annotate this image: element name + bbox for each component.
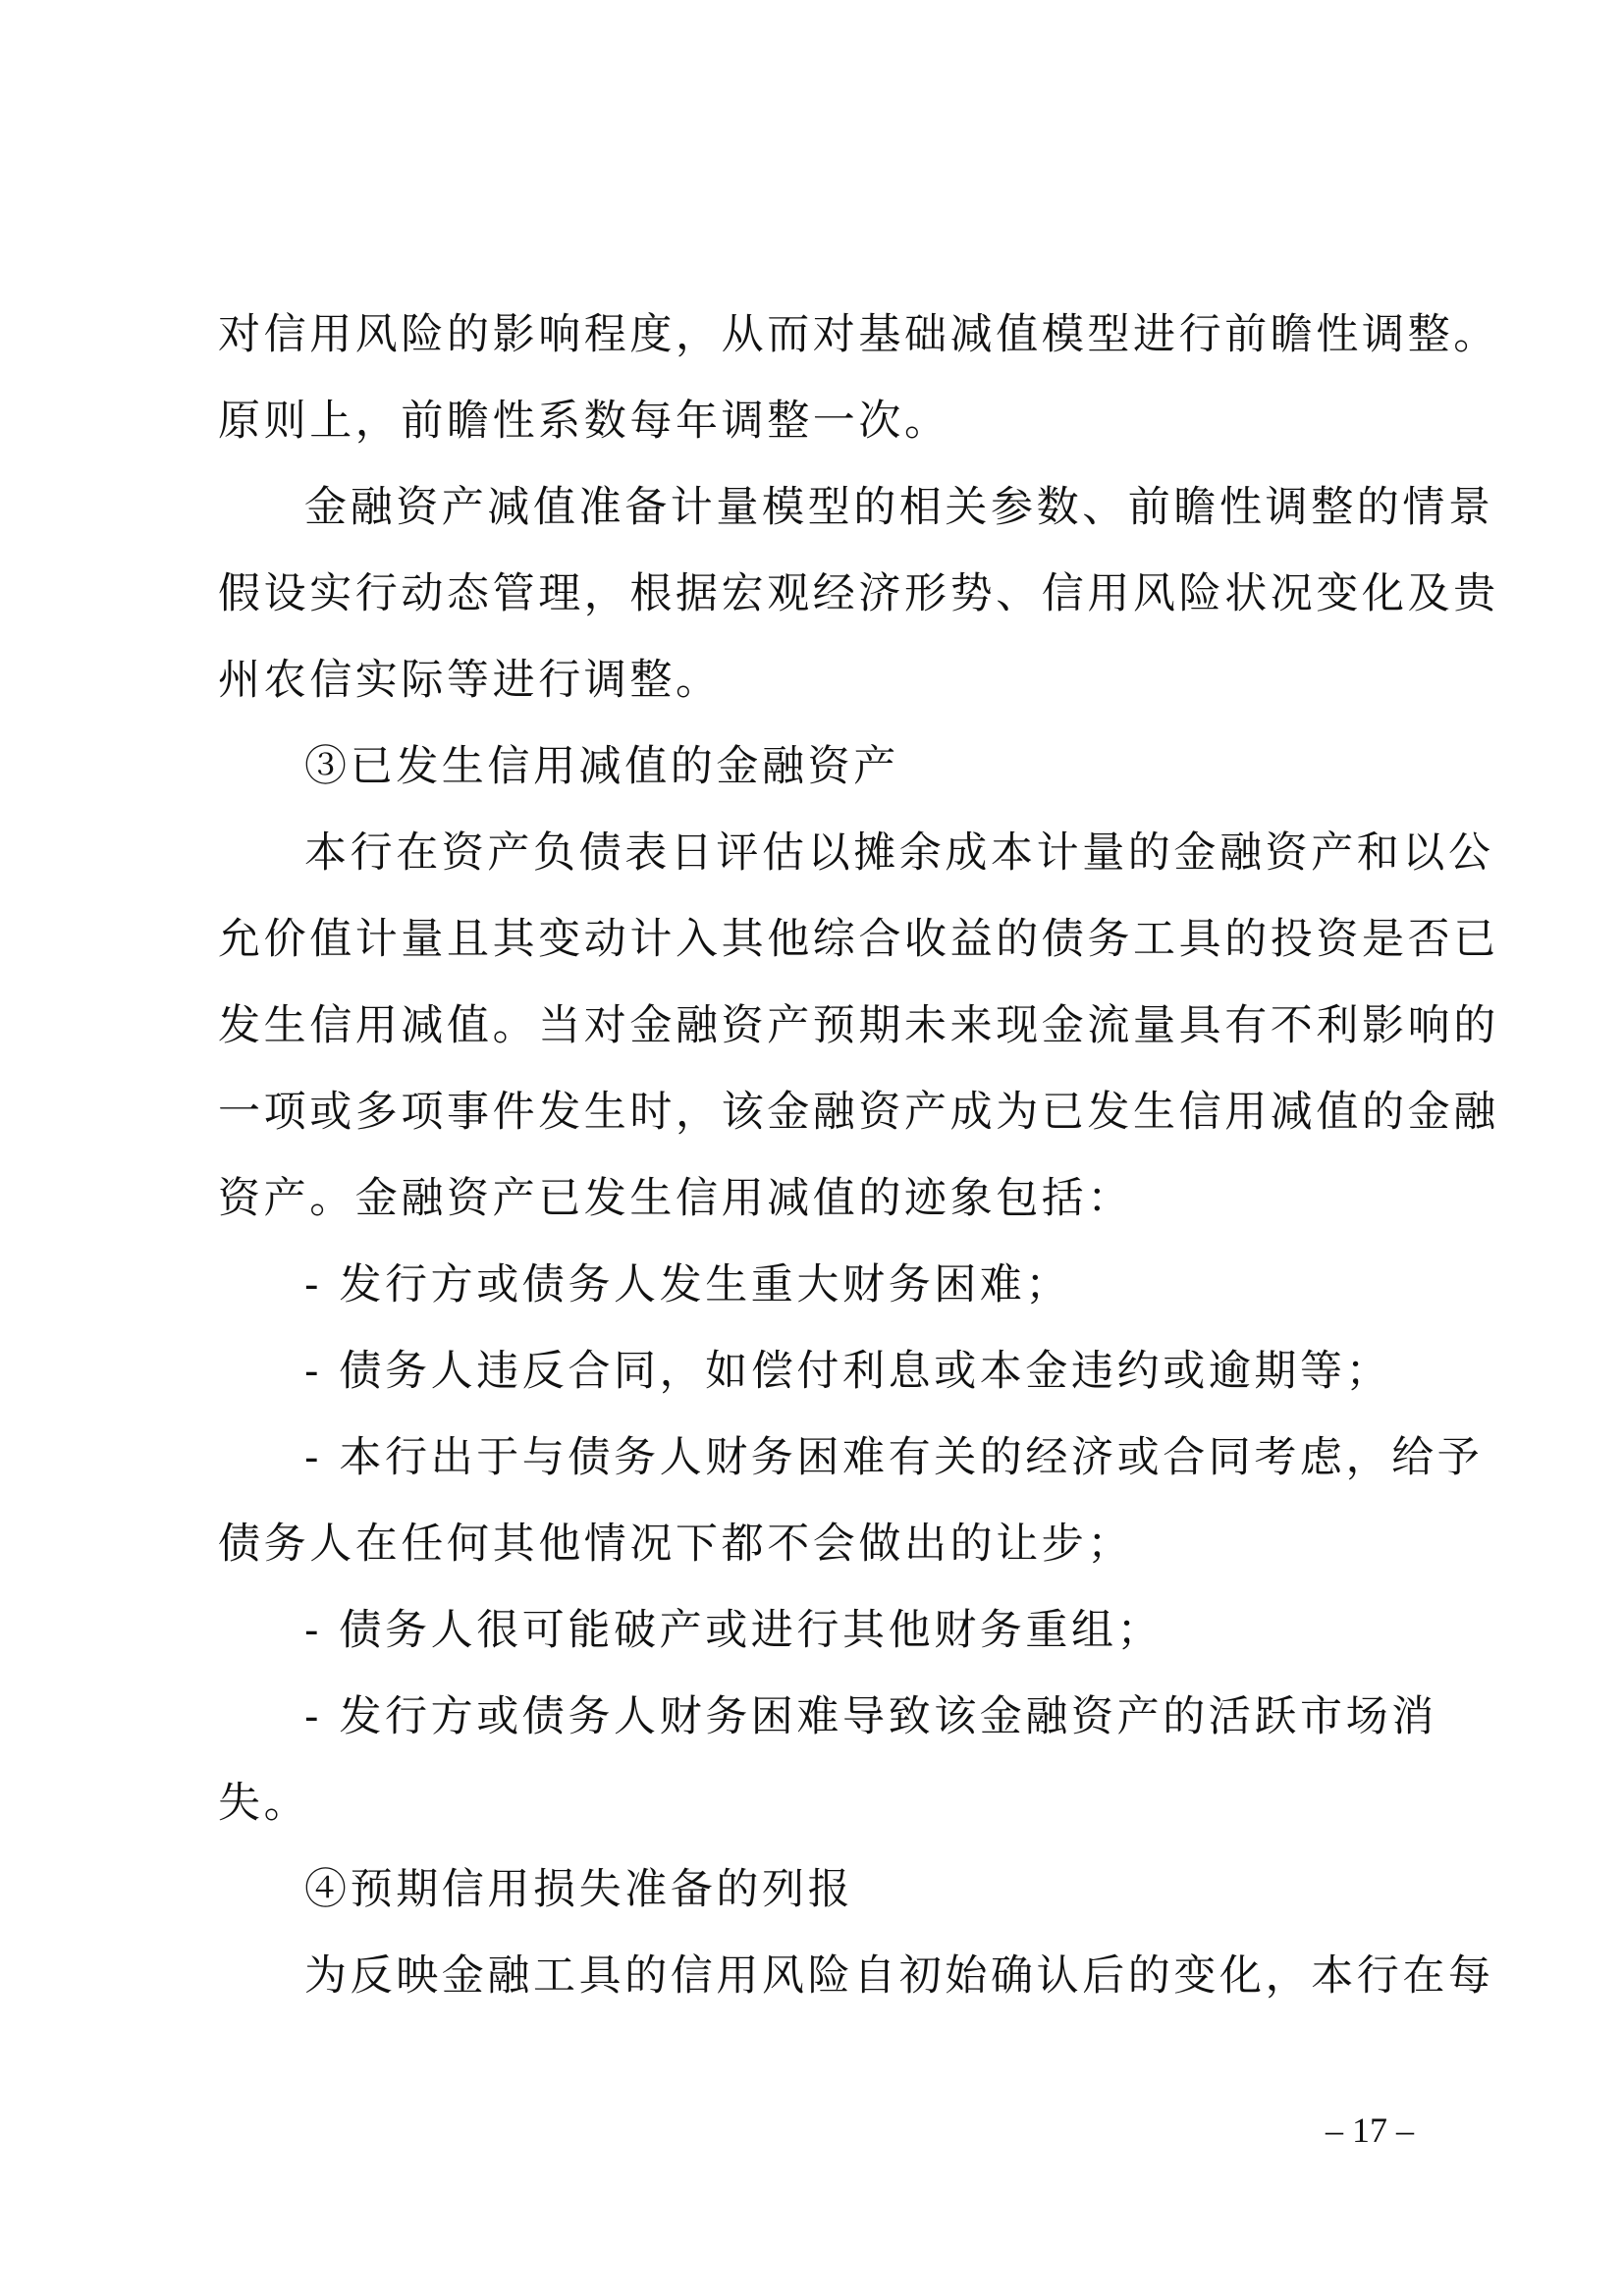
text-line: 原则上，前瞻性系数每年调整一次。 [218,397,950,446]
list-item-continuation: 失。 [218,1779,310,1828]
list-item: - 发行方或债务人财务困难导致该金融资产的活跃市场消 [304,1692,1437,1741]
text-line: 对信用风险的影响程度，从而对基础减值模型进行前瞻性调整。 [218,310,1499,359]
section-heading: ④预期信用损失准备的列报 [304,1865,854,1914]
paragraph-start-line: 为反映金融工具的信用风险自初始确认后的变化，本行在每 [304,1951,1494,2001]
section-heading: ③已发生信用减值的金融资产 [304,742,899,791]
list-item: - 本行出于与债务人财务困难有关的经济或合同考虑，给予 [304,1433,1484,1482]
list-item-continuation: 债务人在任何其他情况下都不会做出的让步； [218,1520,1133,1569]
text-line: 一项或多项事件发生时，该金融资产成为已发生信用减值的金融 [218,1088,1499,1137]
page-number: – 17 – [1326,2110,1414,2150]
list-item: - 发行方或债务人发生重大财务困难； [304,1260,1071,1309]
list-item: - 债务人很可能破产或进行其他财务重组； [304,1606,1164,1655]
text-line: 假设实行动态管理，根据宏观经济形势、信用风险状况变化及贵 [218,569,1499,618]
text-line: 资产。金融资产已发生信用减值的迹象包括： [218,1174,1133,1223]
paragraph-start-line: 金融资产减值准备计量模型的相关参数、前瞻性调整的情景 [304,483,1494,532]
document-body [218,292,1499,2019]
list-item: - 债务人违反合同，如偿付利息或本金违约或逾期等； [304,1347,1392,1396]
text-line: 发生信用减值。当对金融资产预期未来现金流量具有不利影响的 [218,1001,1499,1050]
paragraph-start-line: 本行在资产负债表日评估以摊余成本计量的金融资产和以公 [304,828,1494,878]
text-line: 允价值计量且其变动计入其他综合收益的债务工具的投资是否已 [218,915,1499,964]
text-line: 州农信实际等进行调整。 [218,656,722,705]
